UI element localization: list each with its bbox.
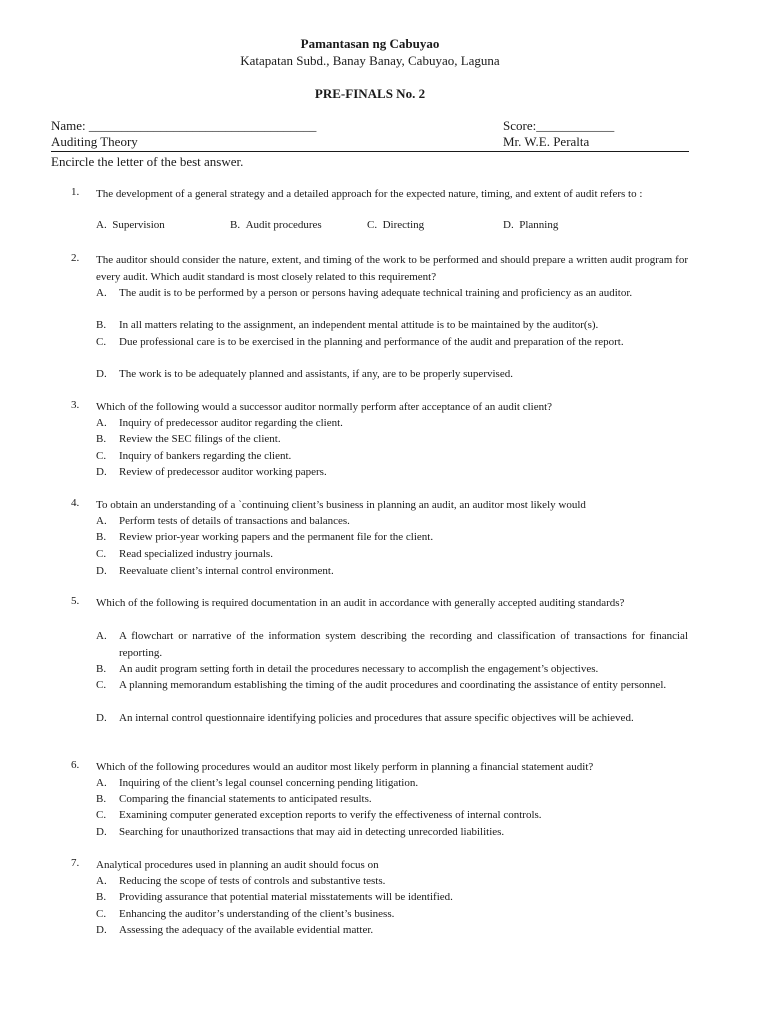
option-text: Reducing the scope of tests of controls and substantive tests. [119,875,386,887]
question-number: 1. [71,186,80,198]
option-text: Assessing the adequacy of the available evidential matter. [119,924,374,936]
option-letter: B. [96,531,107,543]
question-text: To obtain an understanding of a `continuing client’s business in planning an audit, an auditor most likely would [96,499,586,511]
option-letter: C. [96,336,107,348]
option-letter: B. [96,319,107,331]
option-letter: D. [96,565,107,577]
option-letter: C. [96,548,107,560]
option-text: A planning memorandum establishing the timing of the audit procedures and coordinating the assistance of entity personnel. [119,679,667,691]
option-letter: D. [96,712,107,724]
exam-title: PRE-FINALS No. 2 [314,86,426,101]
option-text: Examining computer generated exception reports to verify the effectiveness of internal controls. [119,809,542,821]
option-letter: A. [96,287,107,299]
option-c[interactable] [367,219,424,231]
option-letter: B. [96,433,107,445]
option-letter: D. [96,924,107,936]
option-text: Enhancing the auditor’s understanding of the client’s business. [119,908,395,920]
option-text: An internal control questionnaire identifying policies and procedures that assure specific objectives will be achieved. [119,712,634,724]
option-letter: B. [230,219,241,231]
option-text: Searching for unauthorized transactions that may aid in detecting unrecorded liabilities. [119,826,505,838]
option-text: Inquiry of bankers regarding the client. [119,450,292,462]
option-letter: C. [96,450,107,462]
option-text: An audit program setting forth in detail the procedures necessary to accomplish the engagement’s objectives. [119,663,599,675]
score-field: Score:____________ [503,118,615,133]
header-divider [51,151,689,152]
option-text: Review prior-year working papers and the permanent file for the client. [119,531,434,543]
option-letter: A. [96,777,107,789]
option-text: Directing [382,219,425,231]
option-letter: D. [96,368,107,380]
subject-label: Auditing Theory [51,134,138,149]
option-letter: D. [503,219,514,231]
instructor-label: Mr. W.E. Peralta [503,134,590,149]
option-letter: B. [96,663,107,675]
option-letter: C. [96,679,107,691]
option-text: Inquiry of predecessor auditor regarding the client. [119,417,343,429]
option-text: Providing assurance that potential material misstatements will be identified. [119,891,453,903]
question-number: 2. [71,252,80,264]
option-letter: C. [367,219,378,231]
name-field: Name: ___________________________________ [51,118,317,133]
school-name: Pamantasan ng Cabuyao [300,36,440,51]
option-letter: D. [96,466,107,478]
option-letter: A. [96,219,107,231]
option-text: In all matters relating to the assignment, an independent mental attitude is to be maintained by the auditor(s). [119,319,599,331]
option-text: A flowchart or narrative of the information system describing the recording and classification of transactions for financial reporting. [119,630,688,659]
option-text: Supervision [112,219,165,231]
option-text: Perform tests of details of transactions and balances. [119,515,350,527]
instructions: Encircle the letter of the best answer. [51,154,244,169]
option-text: Read specialized industry journals. [119,548,273,560]
option-b[interactable] [230,219,322,231]
option-text: Inquiring of the client’s legal counsel concerning pending litigation. [119,777,419,789]
option-text: Audit procedures [245,219,322,231]
option-letter: A. [96,515,107,527]
school-address: Katapatan Subd., Banay Banay, Cabuyao, Laguna [240,53,500,68]
question-text: Analytical procedures used in planning an audit should focus on [96,859,379,871]
option-letter: C. [96,809,107,821]
question-number: 6. [71,759,80,771]
option-letter: A. [96,630,107,642]
question-text: Which of the following procedures would an auditor most likely perform in planning a financial statement audit? [96,761,594,773]
option-text: The audit is to be performed by a person or persons having adequate technical training and proficiency as an auditor. [119,287,633,299]
option-letter: A. [96,875,107,887]
question-text: The auditor should consider the nature, extent, and timing of the work to be performed and should prepare a written audit program for every audit. Which audit standard is most closely related to this requirement? [96,254,688,283]
question-number: 3. [71,399,80,411]
option-text: Review the SEC filings of the client. [119,433,281,445]
question-text: Which of the following is required documentation in an audit in accordance with generally accepted auditing standards? [96,597,625,609]
option-letter: C. [96,908,107,920]
question-text: The development of a general strategy and a detailed approach for the expected nature, timing, and extent of audit refers to : [96,188,643,200]
question-text: Which of the following would a successor auditor normally perform after acceptance of an audit client? [96,401,553,413]
option-letter: A. [96,417,107,429]
question-number: 7. [71,857,80,869]
option-text: Review of predecessor auditor working papers. [119,466,327,478]
option-a[interactable] [96,219,165,231]
option-text: Reevaluate client’s internal control environment. [119,565,334,577]
option-letter: B. [96,793,107,805]
option-letter: D. [96,826,107,838]
option-text: Comparing the financial statements to anticipated results. [119,793,372,805]
option-d[interactable] [503,219,558,231]
option-text: Due professional care is to be exercised in the planning and performance of the audit and preparation of the report. [119,336,624,348]
option-text: Planning [519,219,559,231]
option-letter: B. [96,891,107,903]
option-text: The work is to be adequately planned and assistants, if any, are to be properly supervised. [119,368,513,380]
question-number: 5. [71,595,80,607]
question-number: 4. [71,497,80,509]
